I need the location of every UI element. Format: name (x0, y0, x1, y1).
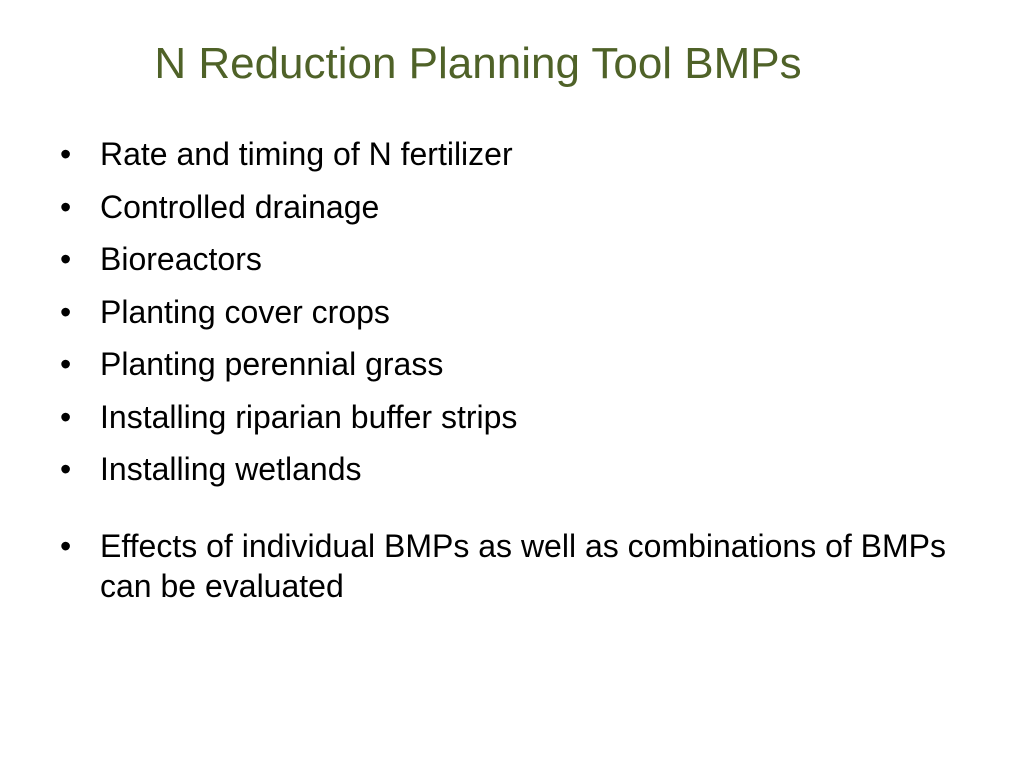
bullet-text: Bioreactors (100, 241, 262, 277)
bullet-text: Planting cover crops (100, 293, 390, 330)
summary-bullet-text: Effects of individual BMPs as well as combinations of BMPs can be evaluated (100, 527, 946, 604)
bullet-text: Installing riparian buffer strips (100, 398, 518, 435)
bullet-icon: • (60, 188, 72, 225)
bullet-item (56, 338, 956, 391)
bullet-icon: • (60, 241, 72, 277)
bullet-item (56, 128, 956, 181)
bullet-text: Rate and timing of N fertilizer (100, 136, 513, 172)
bullet-icon: • (60, 398, 72, 435)
bullet-icon: • (60, 293, 72, 330)
bullet-icon: • (60, 346, 72, 382)
bullet-item (56, 233, 956, 286)
bullet-text: Planting perennial grass (100, 346, 444, 382)
bullet-text: Controlled drainage (100, 188, 380, 225)
bullet-icon: • (60, 136, 72, 172)
summary-bullet-item (56, 526, 956, 606)
bullet-icon: • (60, 451, 72, 487)
bullet-item (56, 286, 956, 339)
bullet-item (56, 181, 956, 234)
bullet-icon: • (60, 527, 72, 564)
bullet-item (56, 443, 956, 496)
slide-title: N Reduction Planning Tool BMPs (154, 39, 802, 88)
bullet-list (56, 128, 956, 606)
bullet-text: Installing wetlands (100, 451, 362, 487)
bullet-item (56, 391, 956, 444)
